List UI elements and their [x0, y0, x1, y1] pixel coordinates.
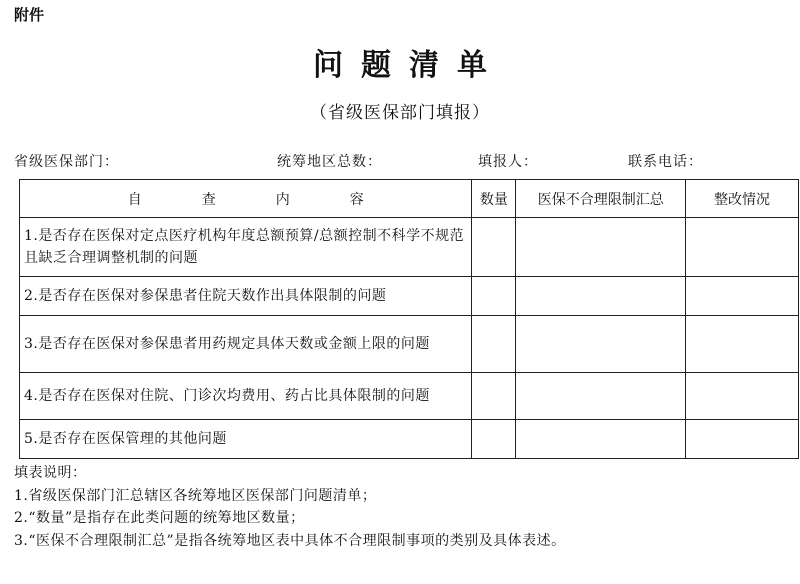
notes-heading: 填表说明： — [14, 465, 87, 481]
table-row — [20, 218, 799, 277]
rectification-cell[interactable] — [686, 277, 799, 316]
count-cell[interactable] — [472, 316, 516, 373]
header-count: 数量 — [472, 180, 516, 218]
reporter-field-label: 填报人： — [478, 154, 538, 170]
item-text: 4.是否存在医保对住院、门诊次均费用、药占比具体限制的问题 — [20, 373, 472, 420]
note-item: 3.“医保不合理限制汇总”是指各统筹地区表中具体不合理限制事项的类别及具体表述。 — [14, 532, 566, 549]
count-cell[interactable] — [472, 277, 516, 316]
count-cell[interactable] — [472, 218, 516, 277]
table-row — [20, 420, 799, 459]
header-content: 自查内容 — [20, 180, 472, 218]
note-item: 1.省级医保部门汇总辖区各统筹地区医保部门问题清单； — [14, 487, 377, 504]
table-header-row — [20, 180, 799, 218]
table-row — [20, 277, 799, 316]
item-text: 2.是否存在医保对参保患者住院天数作出具体限制的问题 — [20, 277, 472, 316]
summary-cell[interactable] — [516, 373, 686, 420]
note-item: 2.“数量”是指存在此类问题的统筹地区数量； — [14, 510, 305, 526]
item-text: 1.是否存在医保对定点医疗机构年度总额预算/总额控制不科学不规范且缺乏合理调整机制的问题 — [20, 218, 472, 277]
attachment-label: 附件 — [14, 6, 45, 24]
count-cell[interactable] — [472, 420, 516, 459]
item-text: 5.是否存在医保管理的其他问题 — [20, 420, 472, 459]
summary-cell[interactable] — [516, 277, 686, 316]
table-row — [20, 316, 799, 373]
summary-cell[interactable] — [516, 218, 686, 277]
header-restriction-summary: 医保不合理限制汇总 — [516, 180, 686, 218]
summary-cell[interactable] — [516, 316, 686, 373]
rectification-cell[interactable] — [686, 420, 799, 459]
dept-field-label: 省级医保部门： — [14, 154, 119, 170]
page-subtitle: （省级医保部门填报） — [310, 103, 490, 123]
table-row — [20, 373, 799, 420]
rectification-cell[interactable] — [686, 316, 799, 373]
summary-cell[interactable] — [516, 420, 686, 459]
regions-field-label: 统筹地区总数： — [277, 154, 382, 170]
count-cell[interactable] — [472, 373, 516, 420]
issue-table — [19, 179, 799, 459]
item-text: 3.是否存在医保对参保患者用药规定具体天数或金额上限的问题 — [20, 316, 472, 373]
page-title: 问题清单 — [313, 48, 505, 83]
fill-instructions — [14, 462, 566, 552]
phone-field-label: 联系电话： — [628, 154, 703, 170]
rectification-cell[interactable] — [686, 373, 799, 420]
rectification-cell[interactable] — [686, 218, 799, 277]
form-meta-row — [0, 151, 800, 171]
header-rectification: 整改情况 — [686, 180, 799, 218]
